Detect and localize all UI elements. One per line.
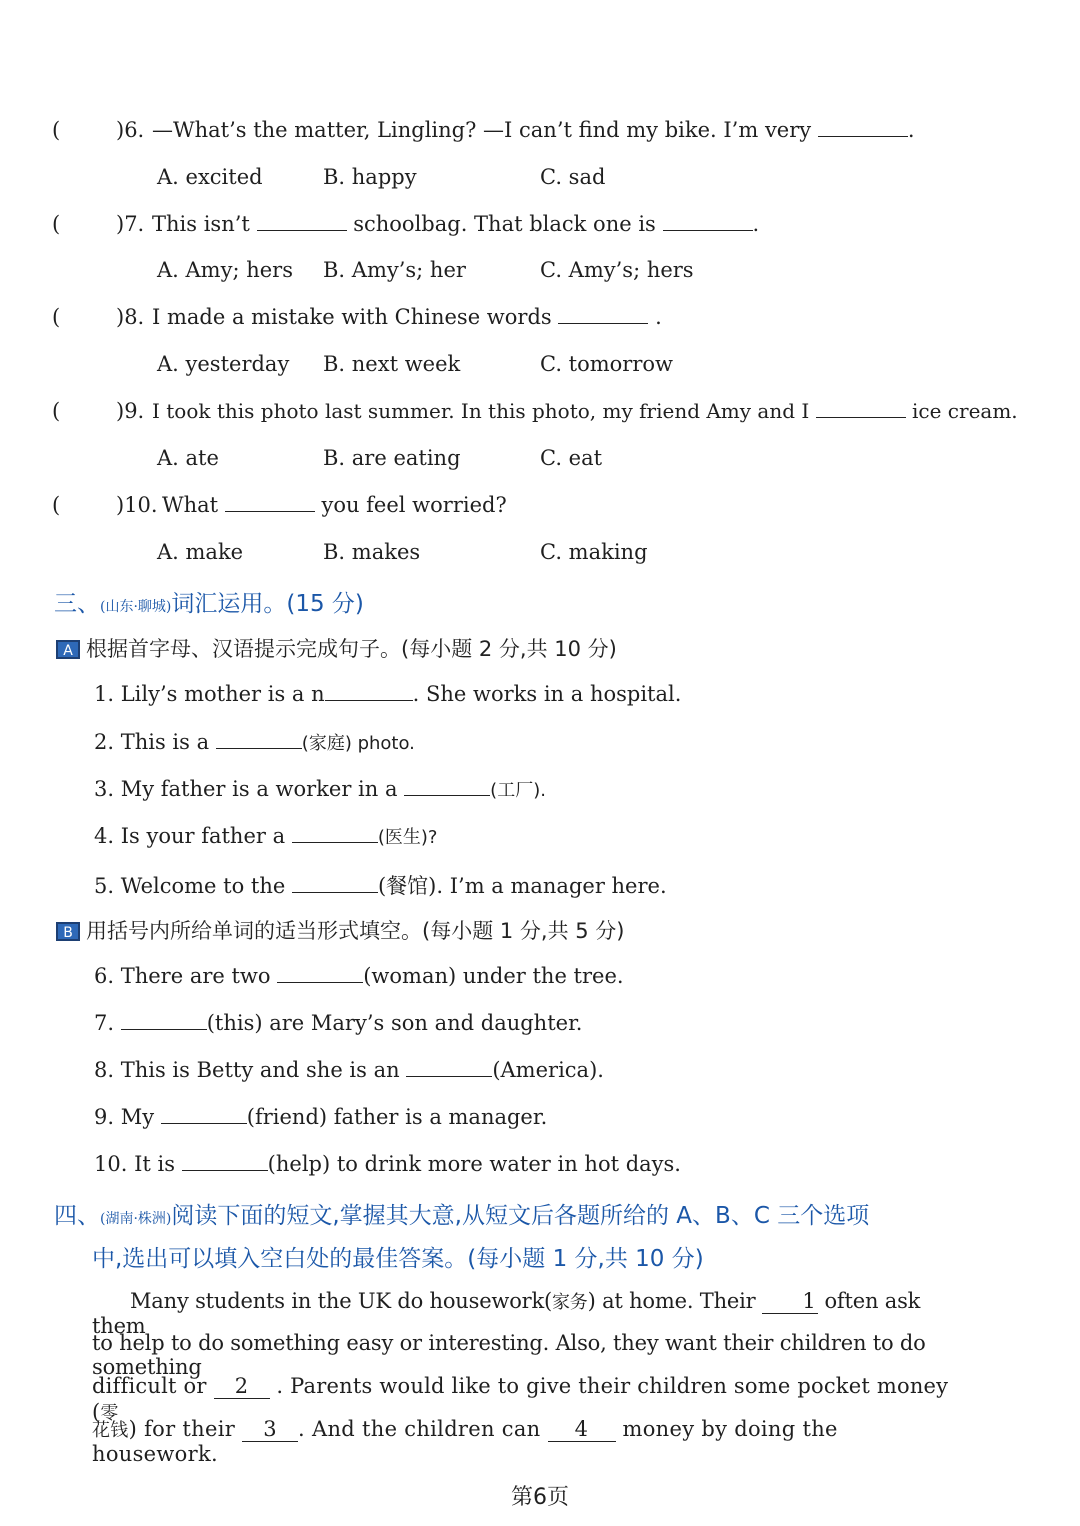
question-number: )8. — [116, 305, 145, 329]
word-form-item: 7. (this) are Mary’s son and daughter. — [94, 1011, 583, 1035]
option-b[interactable]: B. happy — [323, 165, 417, 189]
option-a[interactable]: A. make — [157, 540, 244, 564]
vocab-item: 1. Lily’s mother is a n . She works in a hospital. — [94, 682, 682, 706]
option-c[interactable]: C. making — [540, 540, 648, 564]
question-text: —What’s the matter, Lingling? —I can’t find my bike. I’m very — [152, 118, 812, 142]
question-number: )6. — [116, 118, 145, 142]
passage-blank[interactable]: 1 — [762, 1289, 818, 1314]
answer-blank[interactable] — [121, 1011, 207, 1030]
question-text: I took this photo last summer. In this photo, my friend Amy and I — [152, 399, 810, 423]
answer-blank[interactable] — [292, 824, 378, 843]
section-4-title-cont: 中,选出可以填入空白处的最佳答案。(每小题 1 分,共 10 分) — [92, 1246, 704, 1272]
option-c[interactable]: C. eat — [540, 446, 603, 470]
vocab-item: 3. My father is a worker in a (工厂). — [94, 777, 546, 801]
answer-blank[interactable] — [225, 493, 315, 512]
answer-blank[interactable] — [161, 1105, 247, 1124]
question-number: )7. — [116, 212, 145, 236]
option-b[interactable]: B. next week — [323, 352, 461, 376]
passage-blank[interactable]: 3 — [242, 1417, 298, 1442]
question-number: )10. — [116, 493, 158, 517]
option-c[interactable]: C. sad — [540, 165, 606, 189]
option-b[interactable]: B. are eating — [323, 446, 461, 470]
question-number: )9. — [116, 399, 145, 423]
answer-blank[interactable] — [182, 1152, 268, 1171]
answer-paren[interactable]: ( — [52, 118, 61, 142]
option-b[interactable]: B. makes — [323, 540, 421, 564]
vocab-item: 4. Is your father a (医生)? — [94, 824, 438, 848]
answer-blank[interactable] — [404, 777, 490, 796]
option-b[interactable]: B. Amy’s; her — [323, 258, 466, 282]
answer-blank[interactable] — [406, 1058, 492, 1077]
answer-blank[interactable] — [325, 682, 413, 701]
answer-blank[interactable] — [816, 399, 906, 418]
answer-paren[interactable]: ( — [52, 305, 61, 329]
answer-blank[interactable] — [277, 964, 363, 983]
answer-blank[interactable] — [257, 212, 347, 231]
question-text: This isn’t — [152, 212, 250, 236]
word-form-item: 9. My (friend) father is a manager. — [94, 1105, 548, 1129]
part-a-badge: A — [56, 640, 80, 659]
vocab-item: 2. This is a (家庭) photo. — [94, 730, 415, 754]
answer-blank[interactable] — [292, 874, 378, 893]
word-form-item: 10. It is (help) to drink more water in hot days. — [94, 1152, 681, 1176]
part-b-badge: B — [56, 922, 80, 941]
answer-paren[interactable]: ( — [52, 493, 61, 517]
vocab-item: 5. Welcome to the (餐馆). I’m a manager here. — [94, 874, 667, 898]
question-text: What — [162, 493, 219, 517]
answer-paren[interactable]: ( — [52, 212, 61, 236]
part-a-instruction: A 根据首字母、汉语提示完成句子。(每小题 2 分,共 10 分) — [56, 633, 617, 663]
word-form-item: 6. There are two (woman) under the tree. — [94, 964, 624, 988]
option-a[interactable]: A. yesterday — [157, 352, 290, 376]
answer-blank[interactable] — [216, 730, 302, 749]
option-c[interactable]: C. Amy’s; hers — [540, 258, 694, 282]
part-b-instruction: B 用括号内所给单词的适当形式填空。(每小题 1 分,共 5 分) — [56, 915, 624, 945]
passage-blank[interactable]: 4 — [548, 1417, 616, 1442]
option-a[interactable]: A. Amy; hers — [157, 258, 293, 282]
passage-blank[interactable]: 2 — [214, 1374, 270, 1399]
question-text: I made a mistake with Chinese words — [152, 305, 552, 329]
option-a[interactable]: A. ate — [157, 446, 219, 470]
word-form-item: 8. This is Betty and she is an (America). — [94, 1058, 604, 1082]
answer-blank[interactable] — [663, 212, 753, 231]
page-number: 第6页 — [511, 1485, 569, 1510]
section-4-title: 四、(湖南·株洲)阅读下面的短文,掌握其大意,从短文后各题所给的 A、B、C 三个选项 — [54, 1203, 870, 1229]
answer-blank[interactable] — [818, 118, 908, 137]
option-a[interactable]: A. excited — [157, 165, 263, 189]
section-3-title: 三、(山东·聊城)词汇运用。(15 分) — [54, 591, 364, 617]
option-c[interactable]: C. tomorrow — [540, 352, 674, 376]
answer-blank[interactable] — [558, 305, 648, 324]
answer-paren[interactable]: ( — [52, 399, 61, 423]
